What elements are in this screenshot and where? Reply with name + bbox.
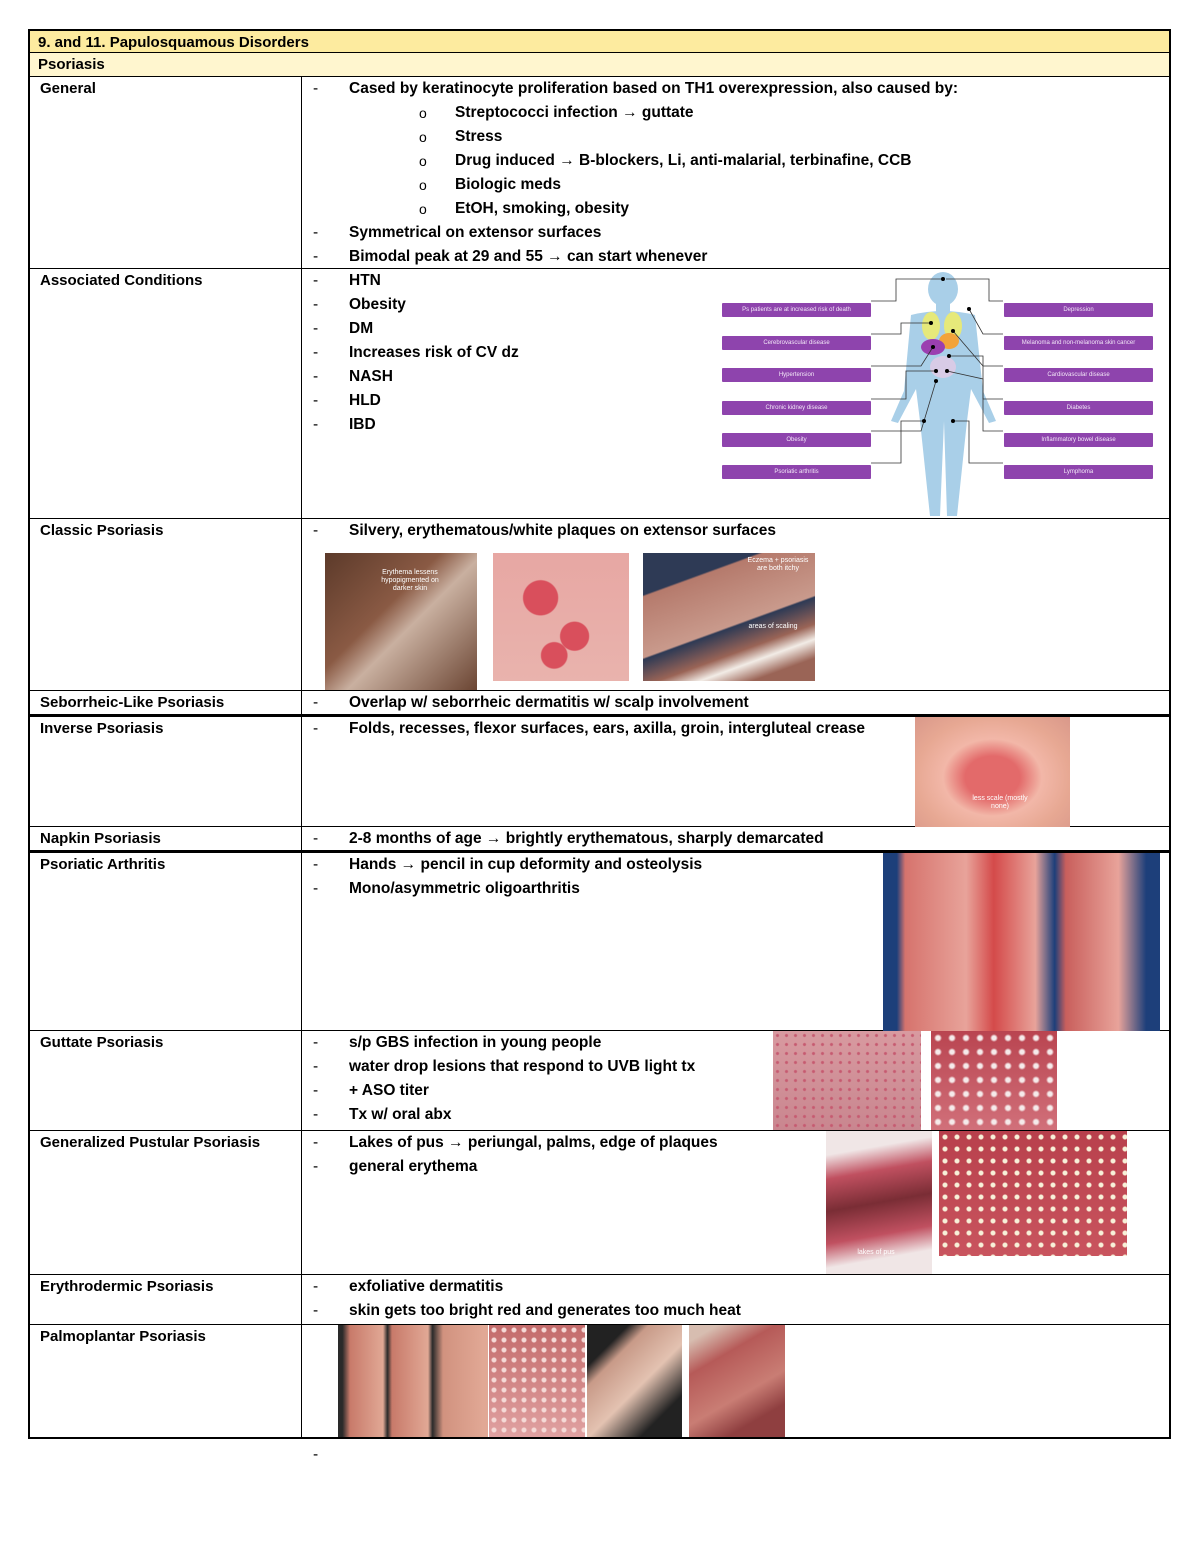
- photo-annotation: areas of scaling: [748, 623, 798, 630]
- sub-bullet: o Streptococci infection → guttate: [419, 101, 1169, 125]
- bullet: - general erythema: [313, 1155, 1169, 1179]
- diagram-label: Chronic kidney disease: [722, 401, 871, 415]
- bullet: - DM: [313, 317, 1169, 341]
- inverse-psoriasis-photo: [915, 717, 1070, 827]
- diagram-label: Melanoma and non-melanoma skin cancer: [1004, 336, 1153, 350]
- bullet: - Overlap w/ seborrheic dermatitis w/ scalp involvement: [313, 691, 1169, 715]
- classic-psoriasis-photo: [493, 553, 629, 681]
- pustular-psoriasis-photo: [826, 1131, 932, 1274]
- pustular-psoriasis-photo: [939, 1131, 1127, 1256]
- bullet: - Folds, recesses, flexor surfaces, ears, axilla, groin, intergluteal crease: [313, 717, 1169, 741]
- palmoplantar-psoriasis-photo: [689, 1325, 785, 1437]
- bullet: - Bimodal peak at 29 and 55 → can start whenever: [313, 245, 1169, 269]
- diagram-label: Diabetes: [1004, 401, 1153, 415]
- bullet: - Tx w/ oral abx: [313, 1103, 1169, 1127]
- bullet: - 2-8 months of age → brightly erythematous, sharply demarcated: [313, 827, 1169, 851]
- sub-bullet: o Biologic meds: [419, 173, 1169, 197]
- diagram-label: Psoriatic arthritis: [722, 465, 871, 479]
- guttate-psoriasis-photo: [931, 1031, 1057, 1130]
- palmoplantar-psoriasis-photo: [587, 1325, 682, 1437]
- row-label: Guttate Psoriasis: [30, 1031, 302, 1130]
- row-psoriatic-arthritis: [28, 851, 1171, 1031]
- row-napkin-psoriasis: [28, 827, 1171, 851]
- row-label: Erythrodermic Psoriasis: [30, 1275, 302, 1324]
- row-label: Palmoplantar Psoriasis: [30, 1325, 302, 1437]
- bullet: - Hands → pencil in cup deformity and osteolysis: [313, 853, 1169, 877]
- diagram-label: Obesity: [722, 433, 871, 447]
- sub-list: [349, 101, 1169, 221]
- classic-psoriasis-photo: [325, 553, 477, 690]
- row-palmoplantar-psoriasis: [28, 1325, 1171, 1439]
- diagram-label: Depression: [1004, 303, 1153, 317]
- row-erythrodermic-psoriasis: [28, 1275, 1171, 1325]
- bullet: - IBD: [313, 413, 1169, 437]
- classic-psoriasis-photo: [643, 553, 815, 681]
- diagram-label: Ps patients are at increased risk of death: [722, 303, 871, 317]
- bullet: - exfoliative dermatitis: [313, 1275, 1169, 1299]
- document-table: [28, 29, 1171, 1439]
- row-label: Generalized Pustular Psoriasis: [30, 1131, 302, 1274]
- comorbidity-diagram: [721, 271, 1161, 516]
- photo-annotation: Erythema lessens hypopigmented on darker skin: [381, 569, 439, 592]
- psoriatic-arthritis-photo: [883, 853, 1160, 1031]
- photo-annotation: lakes of pus: [857, 1249, 895, 1256]
- row-label: Associated Conditions: [30, 269, 302, 518]
- photo-annotation: less scale (mostly none): [972, 795, 1028, 810]
- diagram-label: Inflammatory bowel disease: [1004, 433, 1153, 447]
- diagram-label: Cerebrovascular disease: [722, 336, 871, 350]
- row-guttate-psoriasis: [28, 1031, 1171, 1131]
- bullet: - Mono/asymmetric oligoarthritis: [313, 877, 1169, 901]
- row-general: [28, 77, 1171, 269]
- guttate-psoriasis-photo: [773, 1031, 921, 1130]
- row-associated-conditions: [28, 269, 1171, 519]
- bullet: - NASH: [313, 365, 1169, 389]
- row-label: Napkin Psoriasis: [30, 827, 302, 850]
- sub-bullet: o Drug induced → B-blockers, Li, anti-malarial, terbinafine, CCB: [419, 149, 1169, 173]
- bullet: - HLD: [313, 389, 1169, 413]
- bullet: - Increases risk of CV dz: [313, 341, 1169, 365]
- bullet: - Lakes of pus → periungal, palms, edge of plaques: [313, 1131, 1169, 1155]
- row-label: Seborrheic-Like Psoriasis: [30, 691, 302, 714]
- row-label: General: [30, 77, 302, 268]
- bullet: - Cased by keratinocyte proliferation based on TH1 overexpression, also caused by: o Streptococci infection → guttate o Stress o Drug induced → B-blockers, Li, anti-malarial, terbinafine, CCB o Biologic meds o EtOH, smoking, obesity: [313, 77, 1169, 221]
- palmoplantar-psoriasis-photo: [338, 1325, 488, 1437]
- row-label: Psoriatic Arthritis: [30, 853, 302, 1030]
- document-title: 9. and 11. Papulosquamous Disorders: [28, 29, 1171, 53]
- row-seborrheic-like-psoriasis: [28, 691, 1171, 715]
- bullet: - Silvery, erythematous/white plaques on extensor surfaces: [313, 519, 1169, 543]
- palmoplantar-psoriasis-photo: [489, 1325, 585, 1437]
- bullet: - Obesity: [313, 293, 1169, 317]
- sub-bullet: o EtOH, smoking, obesity: [419, 197, 1169, 221]
- row-label: Inverse Psoriasis: [30, 717, 302, 826]
- section-heading: Psoriasis: [28, 53, 1171, 77]
- diagram-label: Hypertension: [722, 368, 871, 382]
- photo-annotation: Eczema + psoriasis are both itchy: [747, 557, 809, 572]
- bullet: - s/p GBS infection in young people: [313, 1031, 1169, 1055]
- row-classic-psoriasis: [28, 519, 1171, 691]
- row-inverse-psoriasis: [28, 715, 1171, 827]
- bullet: - HTN: [313, 269, 1169, 293]
- bullet: - + ASO titer: [313, 1079, 1169, 1103]
- row-generalized-pustular-psoriasis: [28, 1131, 1171, 1275]
- bullet: - Symmetrical on extensor surfaces: [313, 221, 1169, 245]
- diagram-label: Lymphoma: [1004, 465, 1153, 479]
- bullet: - water drop lesions that respond to UVB light tx: [313, 1055, 1169, 1079]
- row-label: Classic Psoriasis: [30, 519, 302, 690]
- diagram-label: Cardiovascular disease: [1004, 368, 1153, 382]
- sub-bullet: o Stress: [419, 125, 1169, 149]
- bullet: - skin gets too bright red and generates too much heat: [313, 1299, 1169, 1323]
